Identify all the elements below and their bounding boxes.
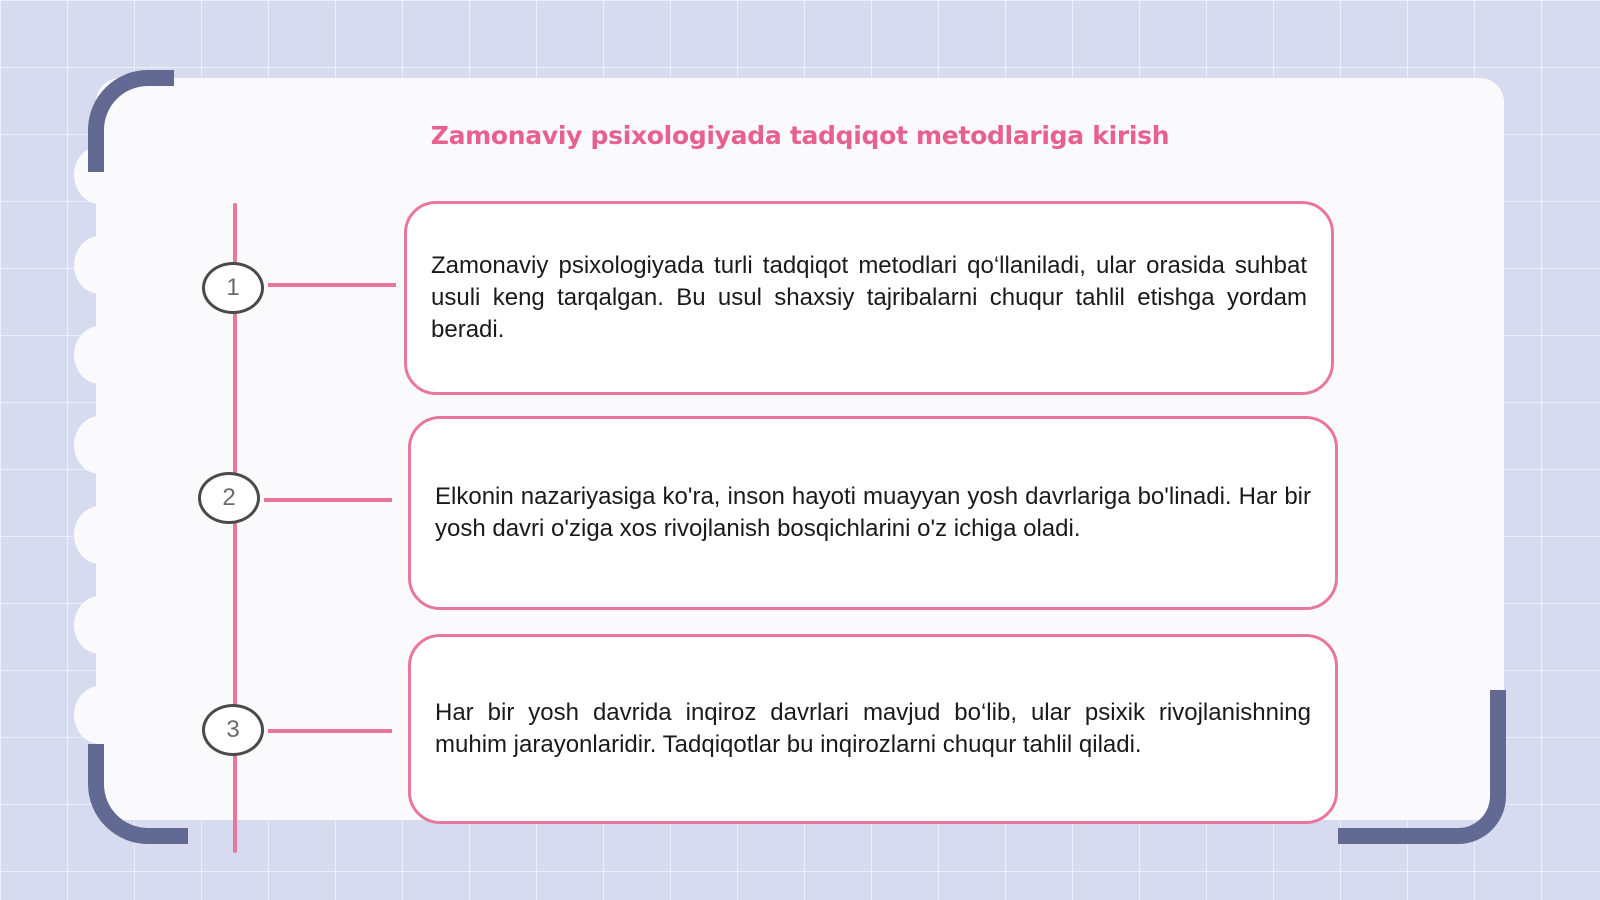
timeline-card-text-3: Har bir yosh davrida inqiroz davrlari mavjud bo‘lib, ular psixik rivojlanishning muhim jarayonlaridir. Tadqiqotlar bu inqirozlarni chuqur tahlil qiladi. [435,699,1311,758]
timeline-card-text-2: Elkonin nazariyasiga ko'ra, inson hayoti muayyan yosh davrlariga bo'linadi. Har bir yosh davri o'ziga xos rivojlanish bosqichlarini o'z ichiga oladi. [435,483,1311,542]
timeline-node-3: 3 [202,704,264,756]
timeline-card-text-1: Zamonaviy psixologiyada turli tadqiqot metodlari qo‘llaniladi, ular orasida suhbat usuli keng tarqalgan. Bu usul shaxsiy tajribalarni chuqur tahlil etishga yordam beradi. [431,252,1307,343]
card-scallop [74,686,126,744]
timeline-connector-2 [264,498,392,502]
slide-title: Zamonaviy psixologiyada tadqiqot metodlariga kirish [430,121,1170,150]
timeline-connector-3 [268,729,392,733]
corner-bracket-bottom-right [1338,690,1506,844]
timeline-card-2 [408,416,1338,610]
card-scallop [74,326,126,384]
card-scallop [74,416,126,474]
timeline-card-3 [408,634,1338,824]
card-scallop [74,236,126,294]
timeline-connector-1 [268,283,396,287]
timeline-node-1: 1 [202,262,264,314]
card-scallop [74,596,126,654]
corner-bracket-bottom-left [88,744,188,844]
timeline-card-1 [404,201,1334,395]
card-scallop [74,506,126,564]
timeline-node-2: 2 [198,472,260,524]
